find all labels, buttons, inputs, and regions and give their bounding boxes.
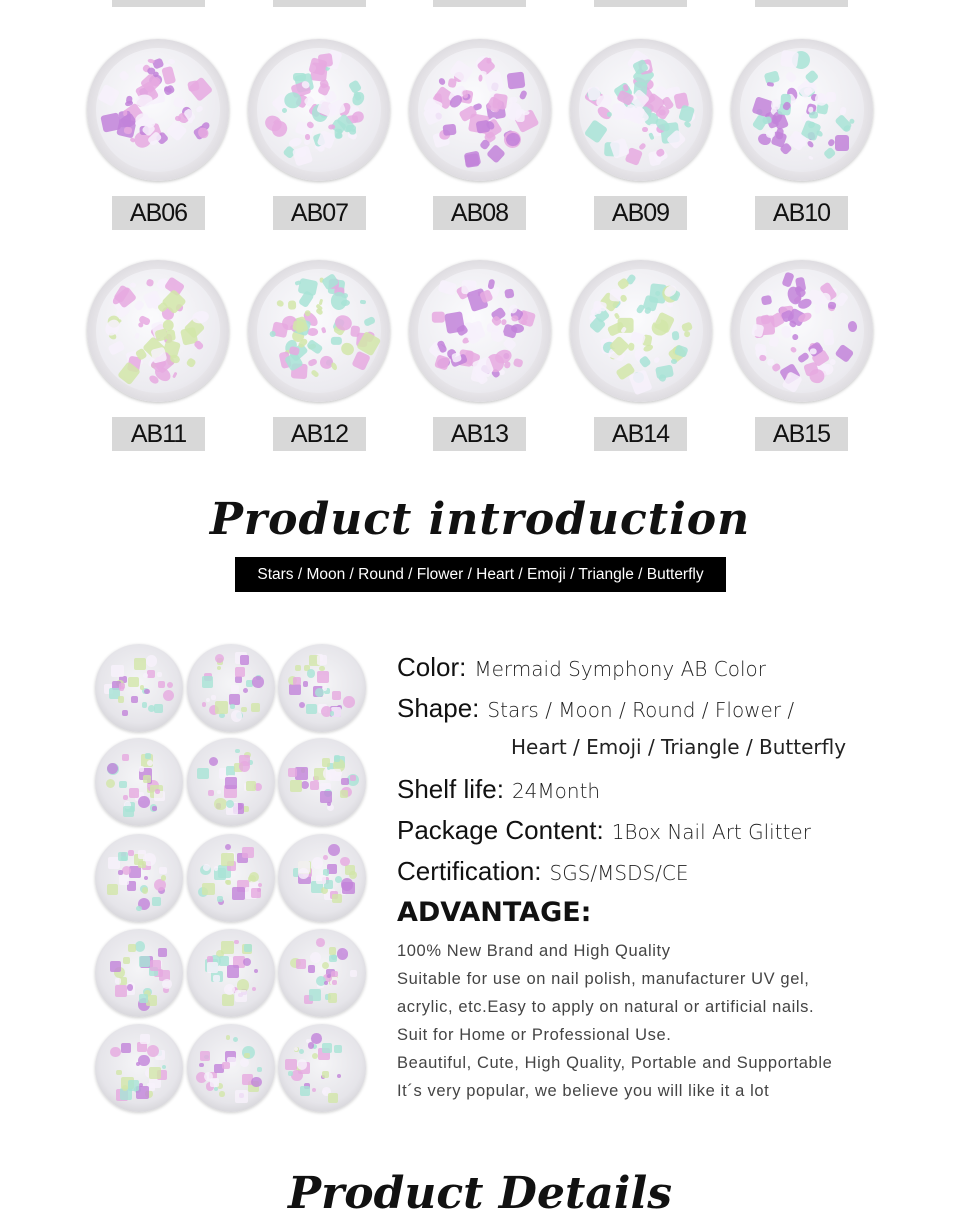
sample-code: AB15 [755,417,848,451]
shapes-banner: Stars / Moon / Round / Flower / Heart / Emoji / Triangle / Butterfly [235,557,726,592]
spec-label: Shape: [397,693,480,723]
spec-shelf-life [397,774,600,805]
spec-shape-continued: Heart / Emoji / Triangle / Butterfly [511,735,847,759]
glitter-swatch [248,39,390,181]
cropped-label [594,0,687,7]
spec-label: Certification: [397,856,542,886]
glitter-jar [187,644,275,732]
sample-code: AB14 [594,417,687,451]
advantage-line: Suitable for use on nail polish, manufacturer UV gel, [397,970,810,988]
spec-value: 24Month [511,779,601,803]
advantage-line: Beautiful, Cute, High Quality, Portable and Supportable [397,1054,833,1072]
spec-value: SGS/MSDS/CE [549,861,689,885]
spec-package [397,815,811,846]
glitter-jar [278,1024,366,1112]
sample-code: AB08 [433,196,526,230]
glitter-jar [278,644,366,732]
cropped-label [112,0,205,7]
sample-code: AB10 [755,196,848,230]
glitter-jar [95,644,183,732]
sample-code: AB07 [273,196,366,230]
glitter-jar [95,738,183,826]
spec-value: 1Box Nail Art Glitter [611,820,811,844]
glitter-swatch [248,260,390,402]
glitter-jar [278,738,366,826]
glitter-jar [95,929,183,1017]
glitter-jar [187,929,275,1017]
spec-certification [397,856,689,887]
glitter-swatch [409,39,551,181]
spec-label: Package Content: [397,815,604,845]
sample-code: AB12 [273,417,366,451]
sample-code: AB06 [112,196,205,230]
spec-value: Stars / Moon / Round / Flower / [487,698,795,722]
sample-code: AB09 [594,196,687,230]
glitter-swatch [87,260,229,402]
spec-label: Shelf life: [397,774,504,804]
glitter-swatch [570,260,712,402]
sample-code: AB11 [112,417,205,451]
advantage-line: 100% New Brand and High Quality [397,942,671,960]
glitter-jar [95,1024,183,1112]
advantage-line: It´s very popular, we believe you will like it a lot [397,1082,770,1100]
glitter-jar [278,834,366,922]
sample-code: AB13 [433,417,526,451]
glitter-swatch [409,260,551,402]
cropped-label [433,0,526,7]
advantage-line: Suit for Home or Professional Use. [397,1026,672,1044]
glitter-swatch [731,260,873,402]
cropped-label [273,0,366,7]
spec-label: Color: [397,652,467,682]
glitter-swatch [731,39,873,181]
glitter-jar [187,738,275,826]
advantage-line: acrylic, etc.Easy to apply on natural or artificial nails. [397,998,815,1016]
glitter-swatch [87,39,229,181]
spec-color [397,652,766,683]
next-section-title: Product Details [288,1168,672,1219]
glitter-jar [278,929,366,1017]
cropped-label [755,0,848,7]
spec-value: Mermaid Symphony AB Color [474,657,766,681]
product-photo [90,640,376,1120]
spec-shape [397,693,794,724]
glitter-jar [187,834,275,922]
glitter-swatch [570,39,712,181]
glitter-jar [187,1024,275,1112]
advantage-heading: ADVANTAGE: [397,897,592,928]
section-title: Product introduction [209,494,751,545]
glitter-jar [95,834,183,922]
